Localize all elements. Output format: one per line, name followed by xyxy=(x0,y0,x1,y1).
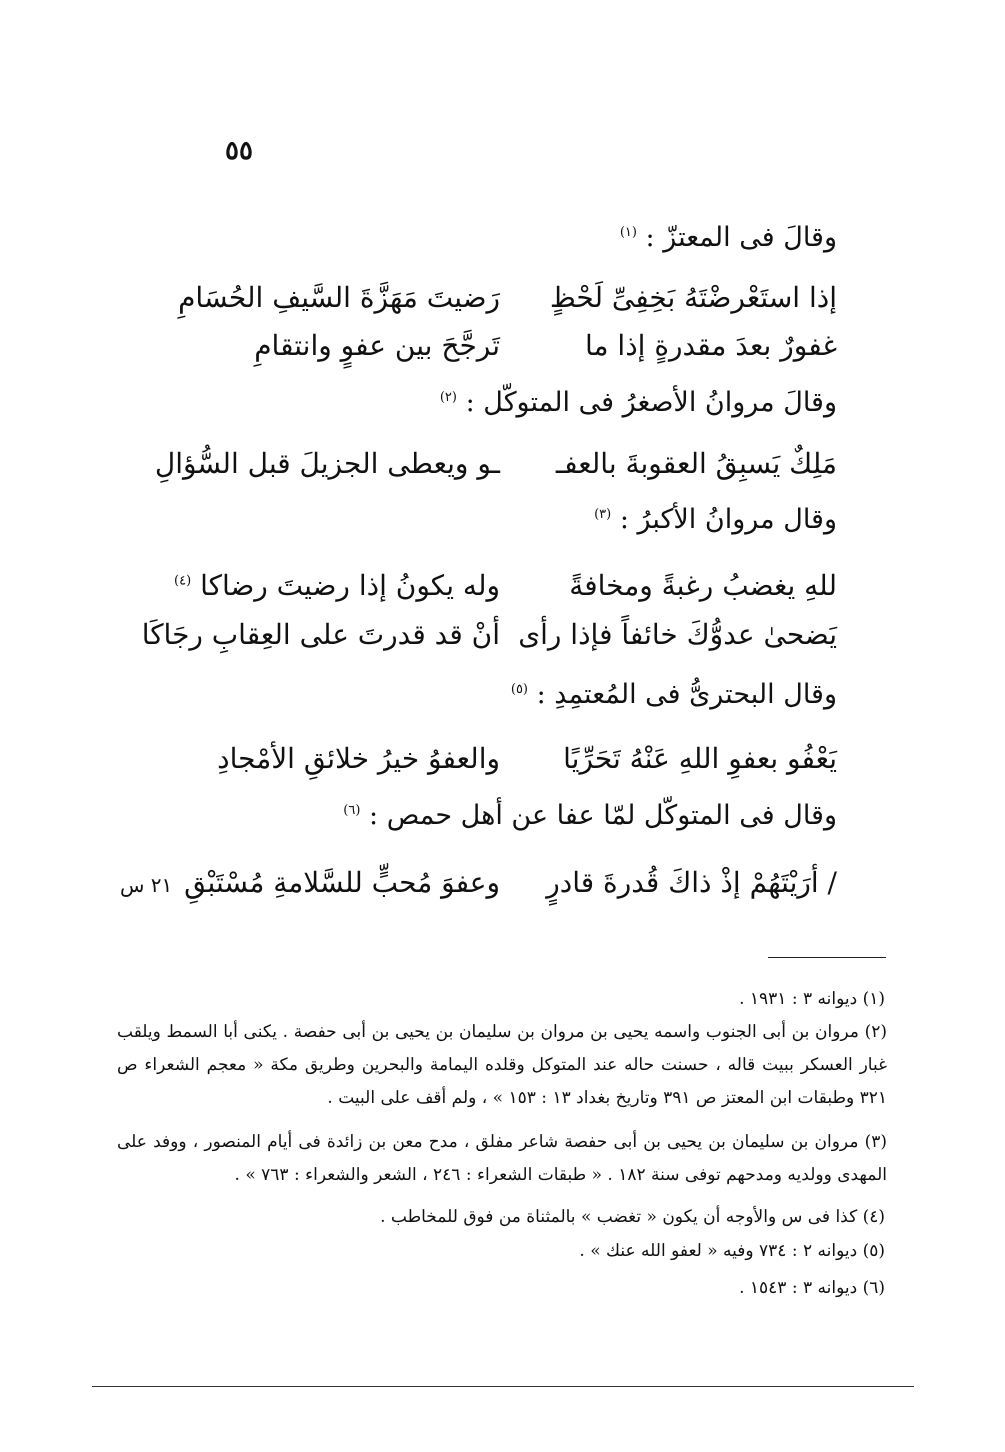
footnote-marker-1: (١) xyxy=(619,225,637,240)
intro-line-2 xyxy=(440,387,837,418)
footnote-5: (٥) ديوانه ٢ : ٧٣٤ وفيه « لعفو الله عنك » . xyxy=(579,1241,885,1261)
margin-note: ٢١ س xyxy=(120,873,173,897)
footnote-divider xyxy=(768,957,886,958)
verse-4b xyxy=(174,569,500,602)
footnote-2: (٢) مروان بن أبى الجنوب واسمه يحيى بن مروان بن سليمان بن يحيى بن أبى حفصة . يكنى أبا السمط ويلقب غبار العسكر ببيت قاله ، حسنت حاله عند المتوكل وقلده اليمامة والبحرين وطريق مكة « معجم الشعراء ص ٣٢١ وطبقات ابن المعتز ص ٣٩١ وتاريخ بغداد ١٣ : ١٥٣ » ، ولم أقف على البيت . xyxy=(117,1022,887,1108)
verse-6a: يَعْفُو بعفوِ اللهِ عَنْهُ تَحَرِّيًا xyxy=(563,742,837,775)
intro-text: وقال مروانُ الأكبرُ : xyxy=(619,504,837,535)
intro-text: وقالَ مروانُ الأصغرُ فى المتوكّل : xyxy=(465,387,837,418)
verse-2a: غفورٌ بعدَ مقدرةٍ إذا ما xyxy=(585,329,837,362)
intro-text: وقال فى المتوكّل لمّا عفا عن أهل حمص : xyxy=(369,800,837,831)
intro-text: وقالَ فى المعتزّ : xyxy=(645,222,837,253)
bottom-divider xyxy=(92,1386,914,1387)
footnote-1: (١) ديوانه ٣ : ١٩٣١ . xyxy=(739,989,885,1009)
verse-3b: ـو ويعطى الجزيلَ قبل السُّؤالِ xyxy=(154,447,500,480)
footnote-marker-3: (٣) xyxy=(594,507,612,522)
footnote-marker-6: (٦) xyxy=(343,803,361,818)
verse-5b: أنْ قد قدرتَ على العِقابِ رجَاكَا xyxy=(141,618,500,651)
verse-1b: رَضيتَ مَهَزَّةَ السَّيفِ الحُسَامِ xyxy=(178,281,500,314)
footnote-marker-5: (٥) xyxy=(510,682,528,697)
footnote-4: (٤) كذا فى س والأوجه أن يكون « تغضب » بالمثناة من فوق للمخاطب . xyxy=(380,1207,885,1227)
footnote-marker-2: (٢) xyxy=(439,390,457,405)
intro-line-5 xyxy=(343,800,837,831)
footnote-marker-4: (٤) xyxy=(174,573,192,589)
intro-text: وقال البحترىُّ فى المُعتمِدِ : xyxy=(536,679,837,710)
verse-3a: مَلِكٌ يَسبِقُ العقوبةَ بالعفـ xyxy=(555,447,837,480)
verse-7a: / أرَيْتَهُمْ إذْ ذاكَ قُدرةَ قادرٍ xyxy=(546,866,837,899)
verse-1a: إذا استَعْرضْتَهُ بَخِفِىِّ لَحْظٍ xyxy=(549,281,837,314)
intro-line-3 xyxy=(594,504,837,535)
verse-4a: للهِ يغضبُ رغبةً ومخافةً xyxy=(569,569,837,602)
verse-5a: يَضحىٰ عدوُّكَ خائفاً فإذا رأى xyxy=(518,618,837,651)
footnote-3: (٣) مروان بن سليمان بن يحيى بن أبى حفصة شاعر مفلق ، مدح معن بن زائدة فى أيام المنصور ، ووفد على المهدى وولديه ومدحهم توفى سنة ١٨٢ . « طبقات الشعراء : ٢٤٦ ، الشعر والشعراء : ٧٦٣ » . xyxy=(117,1132,887,1185)
verse-text: وله يكونُ إذا رضيتَ رضاكا xyxy=(200,569,500,602)
verse-2b: تَرجَّحَ بين عفوٍ وانتقامِ xyxy=(254,329,500,362)
verse-7b: وعفوَ مُحبٍّ للسَّلامةِ مُسْتَبْقِ xyxy=(184,866,500,899)
footnote-6: (٦) ديوانه ٣ : ١٥٤٣ . xyxy=(739,1278,885,1298)
page-number: ٥٥ xyxy=(225,136,253,166)
intro-line-1 xyxy=(620,222,837,253)
verse-6b: والعفوُ خيرُ خلائقِ الأمْجادِ xyxy=(217,742,500,775)
intro-line-4 xyxy=(511,679,837,710)
